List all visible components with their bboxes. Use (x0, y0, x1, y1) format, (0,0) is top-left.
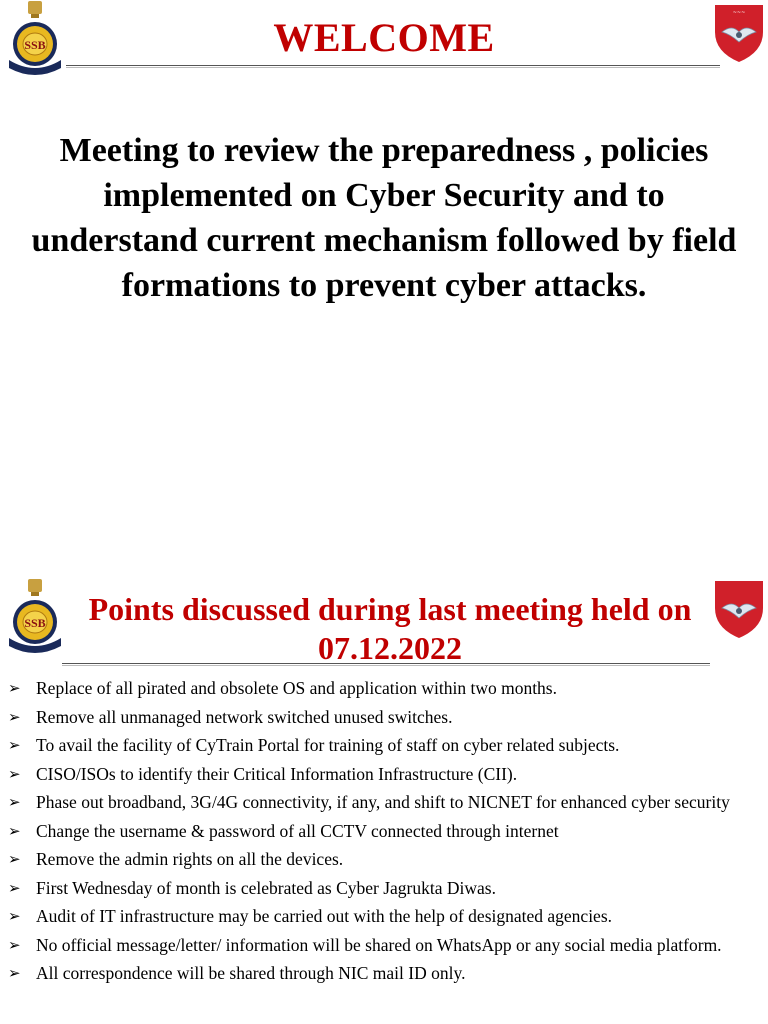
list-item: ➢ Remove all unmanaged network switched unused switches. (8, 706, 453, 727)
list-item: ➢ Replace of all pirated and obsolete OS and application within two months. (8, 678, 557, 698)
list-item: ➢ Change the username & password of all CCTV connected through internet (8, 820, 559, 841)
list-item: ➢ Remove the admin rights on all the devices. (8, 849, 344, 869)
list-item: ➢ No official message/letter/ information will be shared on WhatsApp or any social media platform. (8, 934, 722, 955)
points-title-date: 07.12.2022 (318, 630, 462, 666)
arrow-bullet-icon: ➢ (8, 878, 21, 897)
arrow-bullet-icon: ➢ (8, 935, 21, 954)
title-divider-shadow (66, 67, 720, 68)
svg-text:SSB: SSB (24, 616, 46, 630)
list-item: ➢ CISO/ISOs to identify their Critical Information Infrastructure (CII). (8, 763, 518, 784)
shield-bird-emblem-icon (712, 578, 766, 640)
arrow-bullet-icon: ➢ (8, 764, 21, 783)
arrow-bullet-icon: ➢ (8, 793, 21, 811)
list-item: ➢ To avail the facility of CyTrain Portal for training of staff on cyber related subjects. (8, 735, 620, 755)
title-divider (66, 65, 720, 66)
arrow-bullet-icon: ➢ (8, 707, 21, 726)
list-item: ➢ First Wednesday of month is celebrated as Cyber Jagrukta Diwas. (8, 877, 496, 898)
list-item: ➢ All correspondence will be shared through NIC mail ID only. (8, 963, 466, 983)
arrow-bullet-icon: ➢ (8, 821, 21, 840)
meeting-heading: Meeting to review the preparedness , policies implemented on Cyber Security and to understand current mechanism followed by field formations to prevent cyber attacks. (31, 132, 737, 304)
arrow-bullet-icon: ➢ (8, 679, 21, 697)
list-item: ➢ Audit of IT infrastructure may be carried out with the help of designated agencies. (8, 906, 613, 926)
points-title-line1: Points discussed during last meeting held on (88, 591, 692, 627)
title-divider-shadow (62, 665, 710, 666)
ssb-emblem-icon (4, 578, 66, 658)
points-slide (0, 568, 768, 1024)
svg-text:~~~: ~~~ (732, 10, 746, 16)
arrow-bullet-icon: ➢ (8, 736, 21, 754)
points-title (60, 590, 720, 668)
svg-text:SSB: SSB (24, 38, 46, 52)
title-divider (62, 663, 710, 664)
arrow-bullet-icon: ➢ (8, 850, 21, 868)
arrow-bullet-icon: ➢ (8, 907, 21, 925)
list-item: ➢ Phase out broadband, 3G/4G connectivity, if any, and shift to NICNET for enhanced cyber security (8, 792, 730, 812)
arrow-bullet-icon: ➢ (8, 964, 21, 982)
points-list (6, 676, 746, 990)
welcome-title: WELCOME (273, 15, 495, 60)
